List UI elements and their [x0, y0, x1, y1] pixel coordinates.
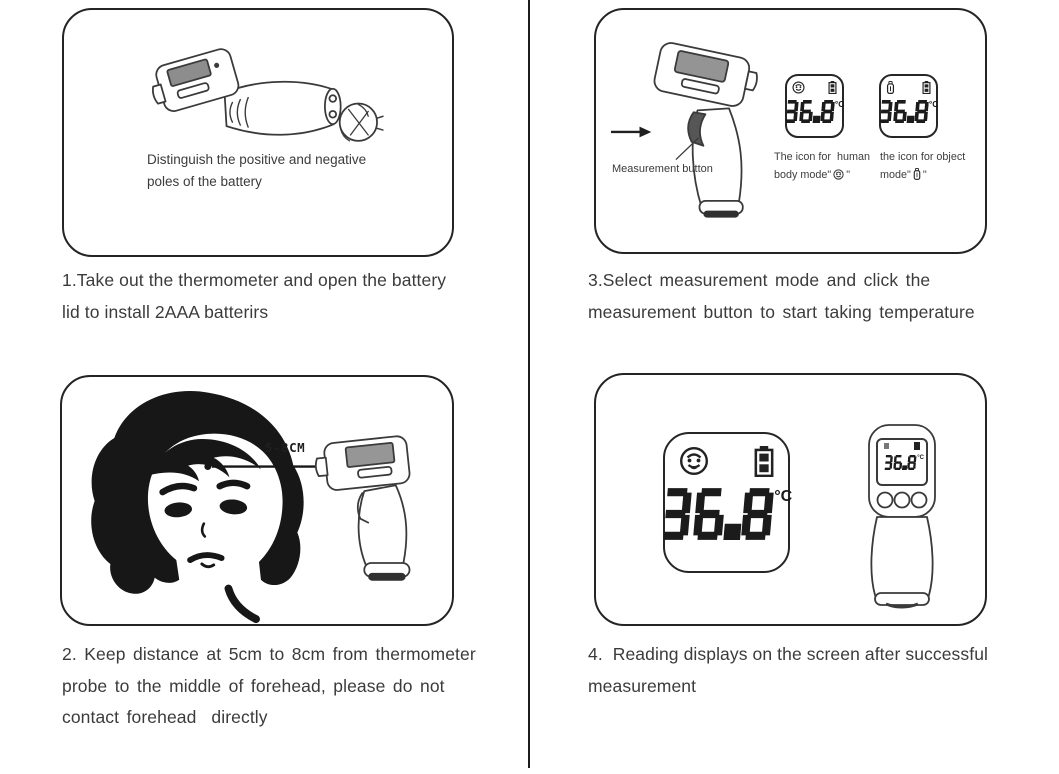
lcd-temperature-value: [879, 100, 928, 123]
forehead-target-dot: [204, 463, 211, 470]
lcd-temperature-value: [785, 100, 834, 123]
battery-poles-caption: [147, 149, 407, 192]
result-lcd-display: [663, 432, 793, 573]
distance-label: 5-8CM: [265, 440, 306, 455]
human-mode-caption: The icon for human body mode" ": [774, 149, 884, 186]
step4-panel: [594, 373, 987, 626]
human-body-smiley-icon: [792, 81, 805, 99]
step4-instruction-text: 4. Reading displays on the screen after successful measurement: [588, 644, 989, 696]
lcd-unit: °C: [928, 99, 939, 109]
step2-instruction-text: 2. Keep distance at 5cm to 8cm from thermometer probe to the middle of forehead, please do not contact forehead directly: [62, 644, 476, 727]
lcd-unit: °C: [834, 99, 845, 109]
step3-panel: [594, 8, 987, 254]
thermometer-side-illustration: [314, 435, 411, 580]
measurement-button-label: Measurement button: [612, 163, 713, 175]
child-forehead-illustration: [62, 377, 452, 624]
step1-instruction-text: 1.Take out the thermometer and open the battery lid to install 2AAA batterirs: [62, 270, 447, 322]
lcd-temperature-value: [884, 455, 916, 470]
thermometer-open-battery-illustration: [64, 10, 452, 255]
lcd-temperature-value: [661, 488, 773, 540]
human-body-smiley-icon: [679, 446, 709, 481]
caption-line: poles of the battery: [147, 173, 262, 189]
step3-instruction-text: 3.Select measurement mode and click the measurement button to start taking temperature: [588, 270, 975, 322]
caption-line: Distinguish the positive and negative: [147, 152, 367, 167]
object-mode-lcd-display: [879, 74, 938, 138]
battery-icon: [754, 446, 774, 482]
thermometer-angled-illustration: [652, 41, 760, 218]
lcd-unit: °C: [774, 488, 793, 505]
child-head-silhouette: [91, 391, 306, 619]
object-bottle-icon: [886, 81, 895, 99]
human-body-smiley-icon: [833, 169, 844, 187]
lcd-unit: °C: [917, 455, 924, 461]
battery-icon: [828, 81, 837, 99]
object-mode-caption: the icon for object mode" ": [880, 149, 990, 186]
thermometer-back-view-illustration: [862, 423, 948, 615]
device-screen-reading: [884, 455, 924, 470]
human-mode-lcd-display: [785, 74, 844, 138]
step2-panel: [60, 375, 454, 626]
battery-icon: [922, 81, 931, 99]
column-divider-line: [528, 0, 530, 768]
step1-panel: [62, 8, 454, 257]
object-bottle-icon: [913, 168, 921, 187]
arrow-icon: [611, 127, 651, 138]
